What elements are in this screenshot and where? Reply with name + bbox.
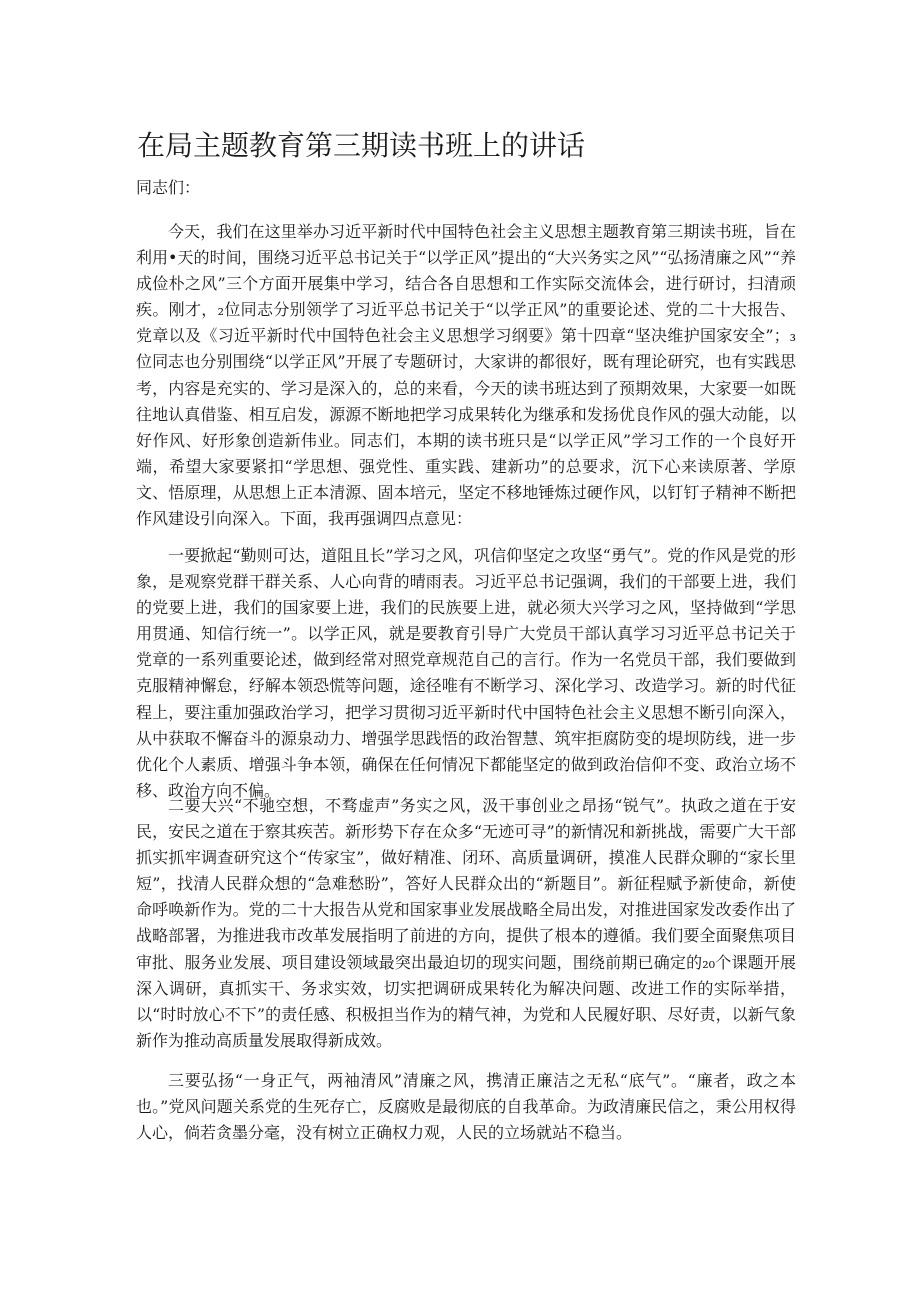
salutation: 同志们： [136, 178, 201, 197]
paragraph-point-three: 三要弘扬“一身正气，两袖清风”清廉之风，携清正廉洁之无私“底气”。“廉者，政之本也。”党风问题关系党的生死存亡，反腐败是最彻底的自我革命。为政清廉民信之，秉公用权得人心，倘若贪墨分毫，没有树立正确权力观，人民的立场就站不稳当。 [136, 1071, 796, 1143]
paragraph-point-two: 二要大兴“不驰空想，不骛虚声”务实之风，汲干事创业之昂扬“锐气”。执政之道在于安民，安民之道在于察其疾苦。新形势下存在众多“无迹可寻”的新情况和新挑战，需要广大干部抓实抓牢调查研究这个“传家宝”，做好精准、闭环、高质量调研，摸准人民群众聊的“家长里短”，找清人民群众想的“急难愁盼”，答好人民群众出的“新题目”。新征程赋予新使命，新使命呼唤新作为。党的二十大报告从党和国家事业发展战略全局出发，对推进国家发改委作出了战略部署，为推进我市改革发展指明了前进的方向，提供了根本的遵循。我们要全面聚焦项目审批、服务业发展、项目建设领域最突出最迫切的现实问题，围绕前期已确定的₂₀个课题开展深入调研，真抓实干、务求实效，切实把调研成果转化为解决问题、改进工作的实际举措，以“时时放心不下”的责任感、积极担当作为的精气神，为党和人民履好职、尽好责，以新气象新作为推动高质量发展取得新成效。 [136, 796, 796, 1050]
document-title: 在局主题教育第三期读书班上的讲话 [137, 129, 586, 162]
paragraph-point-one: 一要掀起“勤则可达，道阻且长”学习之风，巩信仰坚定之攻坚“勇气”。党的作风是党的形象，是观察党群干群关系、人心向背的晴雨表。习近平总书记强调，我们的干部要上进，我们的党要上进，我们的国家要上进，我们的民族要上进，就必须大兴学习之风，坚持做到“学思用贯通、知信行统一”。以学正风，就是要教育引导广大党员干部认真学习习近平总书记关于党章的一系列重要论述，做到经常对照党章规范自己的言行。作为一名党员干部，我们要做到克服精神懈怠，纾解本领恐慌等问题，途径唯有不断学习、深化学习、改造学习。新的时代征程上，要注重加强政治学习，把学习贯彻习近平新时代中国特色社会主义思想不断引向深入，从中获取不懈奋斗的源泉动力、增强学思践悟的政治智慧、筑牢拒腐防变的堤坝防线，进一步优化个人素质、增强斗争本领，确保在任何情况下都能坚定的做到政治信仰不变、政治立场不移、政治方向不偏。 [136, 546, 796, 800]
paragraph-opening: 今天，我们在这里举办习近平新时代中国特色社会主义思想主题教育第三期读书班，旨在利用•天的时间，围绕习近平总书记关于“以学正风”提出的“大兴务实之风”“弘扬清廉之风”“养成俭朴之风”三个方面开展集中学习，结合各自思想和工作实际交流体会，进行研讨，扫清顽疾。刚才，₂位同志分别领学了习近平总书记关于“以学正风”的重要论述、党的二十大报告、党章以及《习近平新时代中国特色社会主义思想学习纲要》第十四章“坚决维护国家安全”；₃位同志也分别围绕“以学正风”开展了专题研讨，大家讲的都很好，既有理论研究，也有实践思考，内容是充实的、学习是深入的，总的来看，今天的读书班达到了预期效果，大家要一如既往地认真借鉴、相互启发，源源不断地把学习成果转化为继承和发扬优良作风的强大动能，以好作风、好形象创造新伟业。同志们，本期的读书班只是“以学正风”学习工作的一个良好开端，希望大家要紧扣“学思想、强党性、重实践、建新功”的总要求，沉下心来读原著、学原文、悟原理，从思想上正本清源、固本培元，坚定不移地锤炼过硬作风，以钉钉子精神不断把作风建设引向深入。下面，我再强调四点意见： [136, 222, 796, 529]
